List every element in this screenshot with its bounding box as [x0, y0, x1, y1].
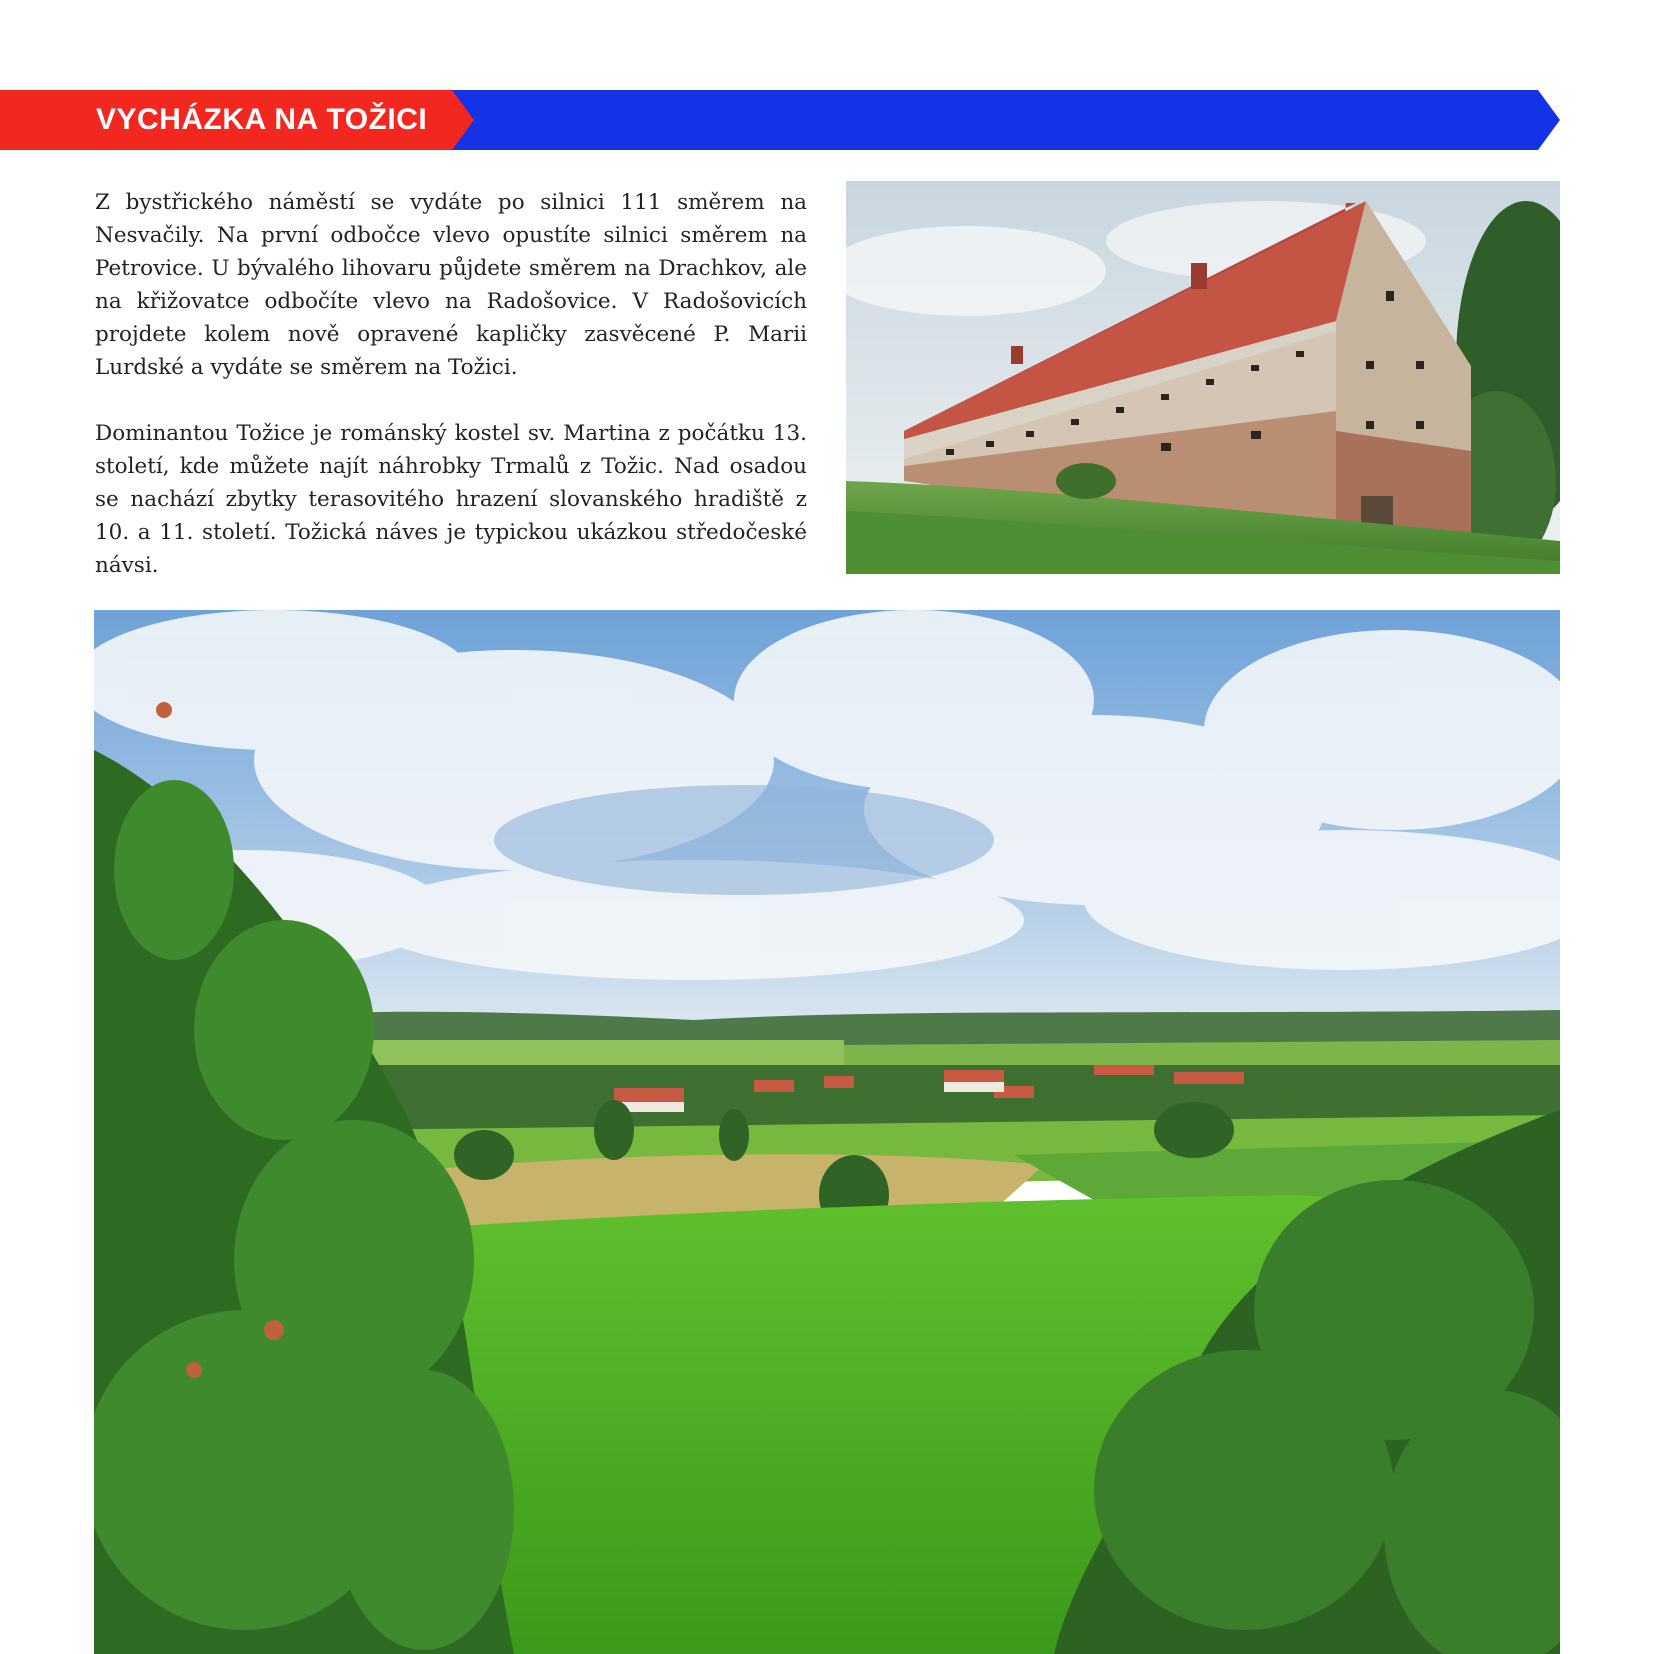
page-title: VYCHÁZKA NA TOŽICI	[96, 103, 428, 136]
article-paragraph-route: Z bystřického náměstí se vydáte po silnici 111 směrem na Nesvačily. Na první odbočce vlevo opustíte silnici směrem na Petrovice. U bývalého lihovaru půjdete směrem na Drachkov, ale na křižovatce odbočíte vlevo na Radošovice. V Radošovicích projdete kolem nově opravené kapličky zasvěcené P. Marii Lurdské a vydáte se směrem na Tožici.	[95, 190, 807, 380]
banner-blue-band	[440, 90, 1560, 150]
landscape-illustration	[94, 610, 1560, 1654]
photo-granary	[846, 181, 1560, 574]
section-banner	[0, 90, 1562, 150]
photo-landscape	[94, 610, 1560, 1654]
article-paragraph-village: Dominantou Tožice je románský kostel sv. Martina z počátku 13. století, kde můžete najít náhrobky Trmalů z Tožic. Nad osadou se nachází zbytky terasovitého hrazení slovanského hradiště z 10. a 11. století. Tožická náves je typickou ukázkou středočeské návsi.	[95, 421, 807, 578]
granary-illustration	[846, 181, 1560, 574]
article-text	[95, 186, 807, 615]
